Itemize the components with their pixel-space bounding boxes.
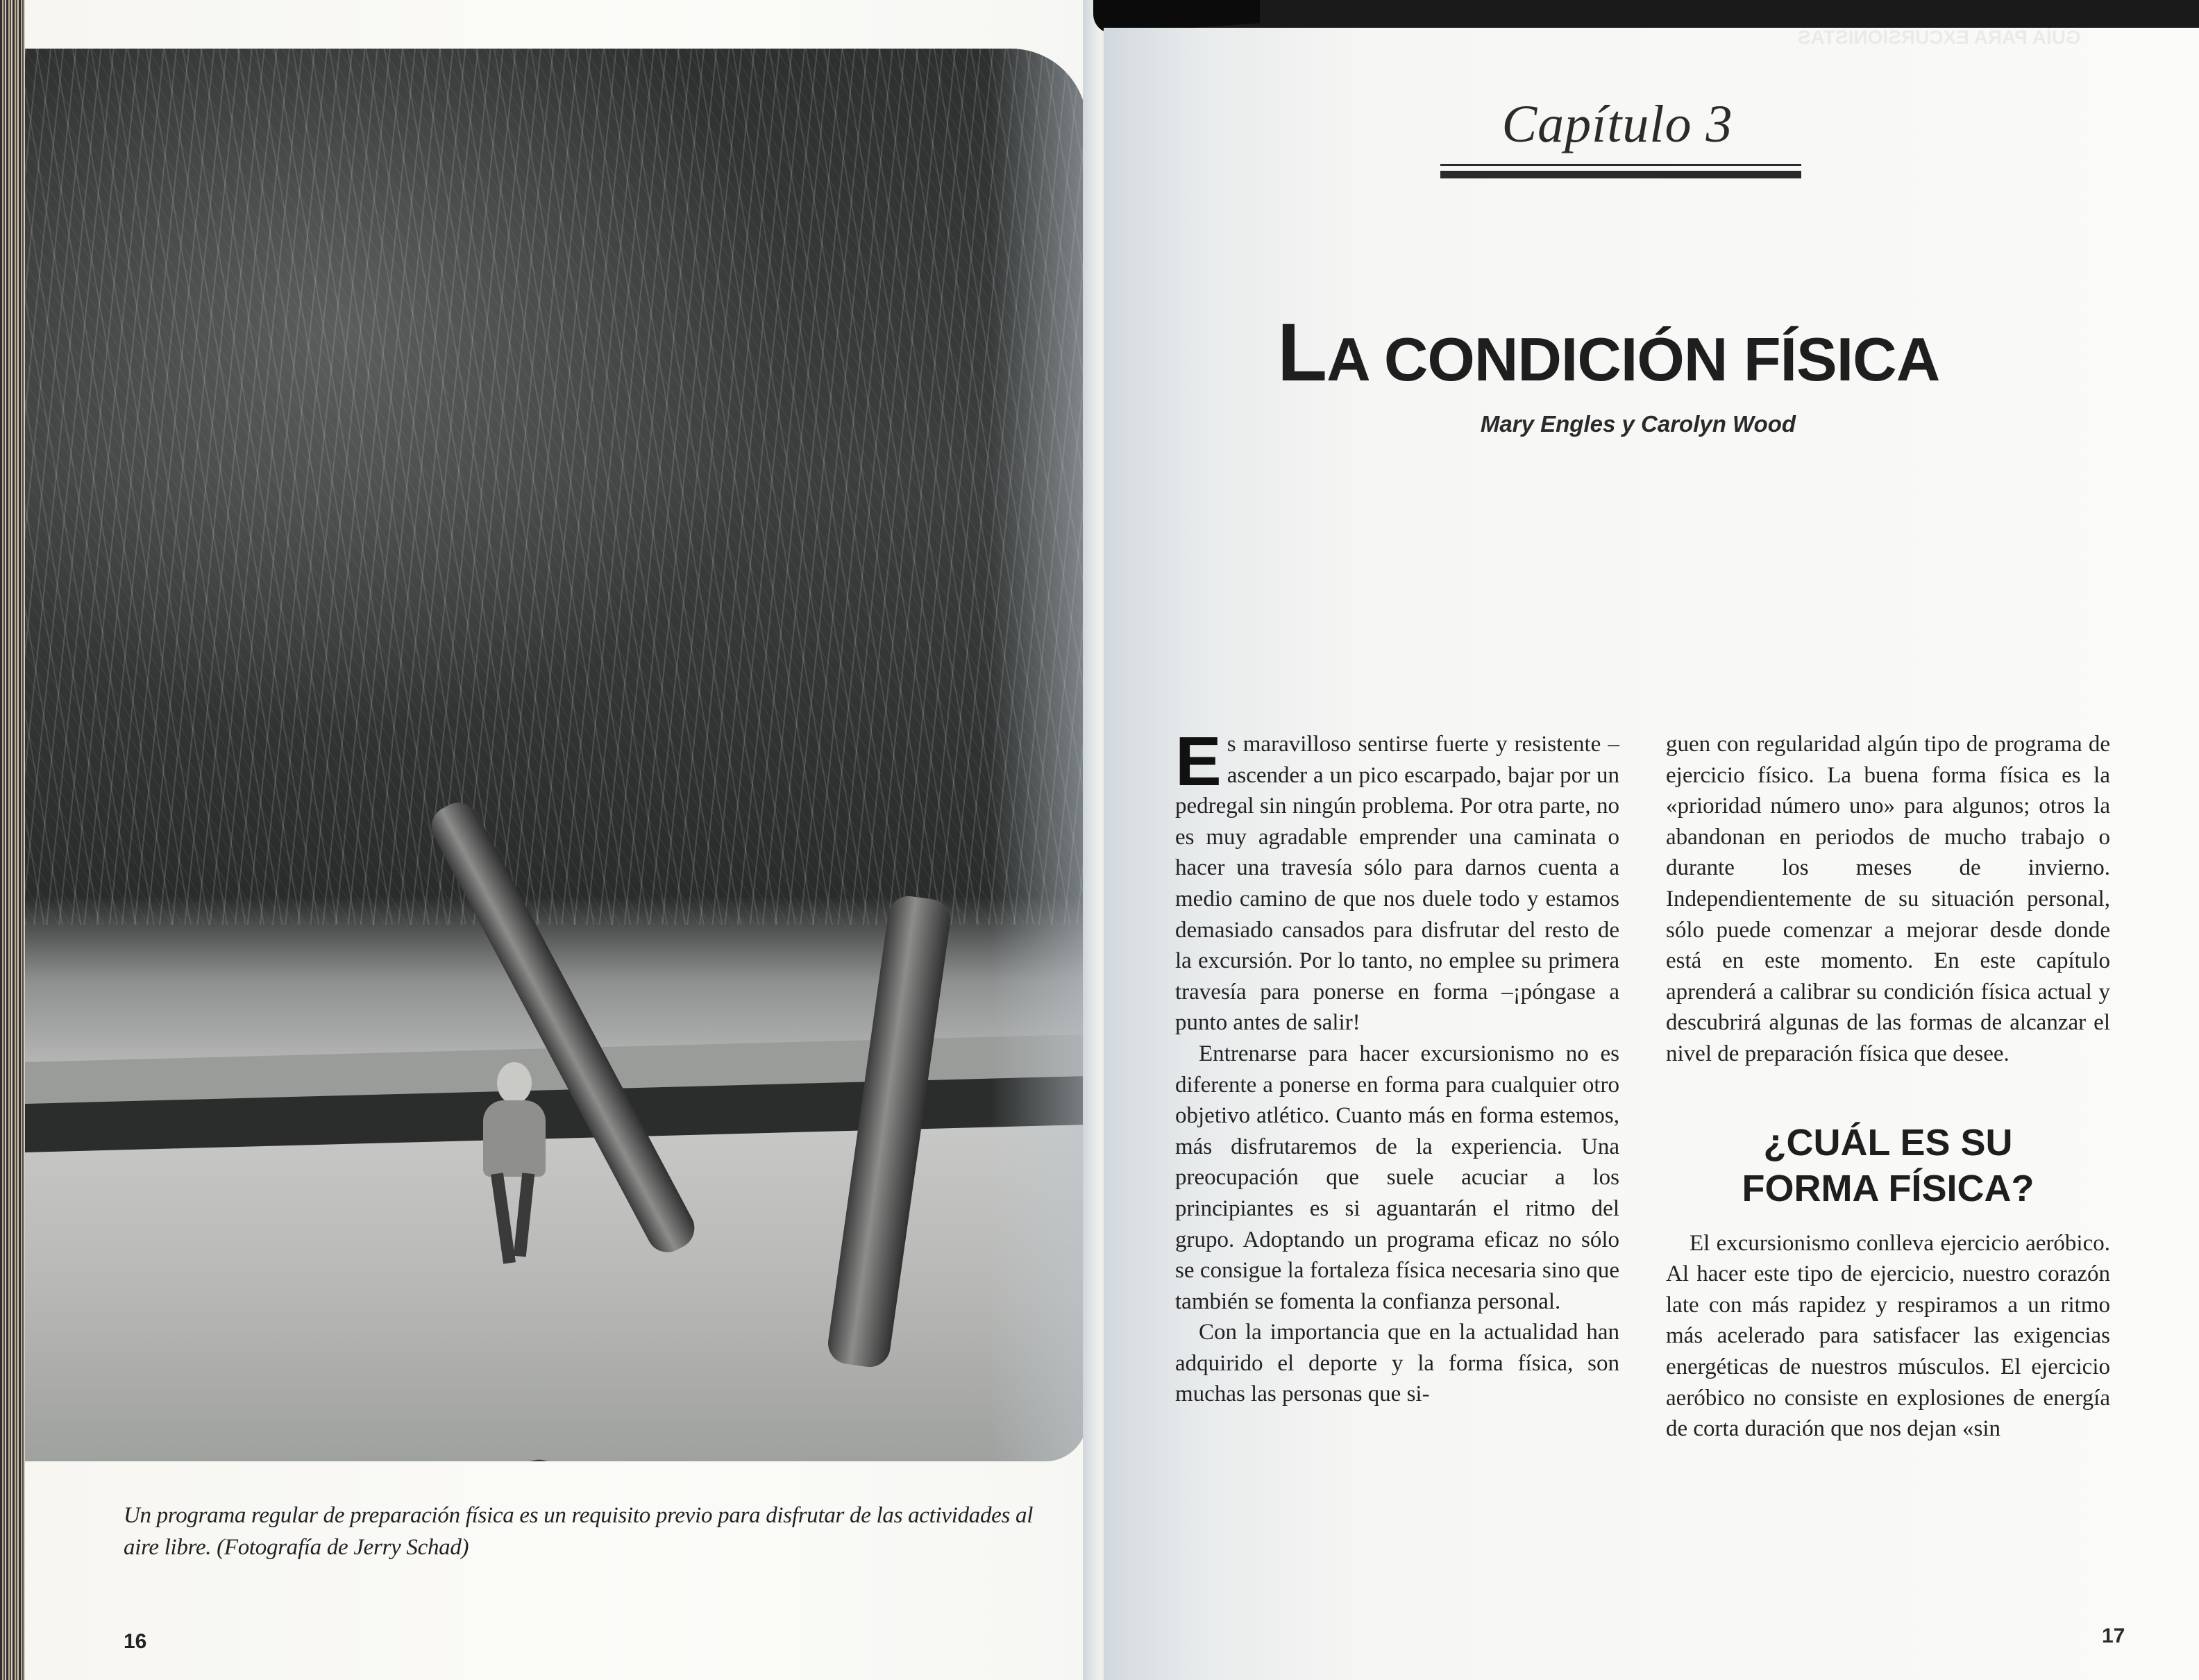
chapter-title: LA CONDICIÓN FÍSICA	[1277, 307, 1940, 398]
chapter-rule-thick	[1440, 171, 1801, 178]
body-column-2	[1666, 729, 2110, 1445]
chapter-authors: Mary Engles y Carolyn Wood	[1480, 411, 1796, 437]
chapter-rule-thin	[1440, 164, 1801, 166]
photo-runner-in-trees	[25, 49, 1087, 1461]
body-paragraph: El excursionismo conlleva ejercicio aeróbico. Al hacer este tipo de ejercicio, nuestro corazón late con más rapidez y respiramos a un ritmo más acelerado para satisfacer las exigencias energéticas de nuestros músculos. El ejercicio aeróbico no consiste en explosiones de energía de corta duración que nos dejan «sin	[1666, 1230, 2110, 1442]
chapter-label: Capítulo 3	[1501, 95, 1733, 153]
bleed-through-running-header: GUÍA PARA EXCURSIONISTAS	[1798, 26, 2081, 48]
body-column-1	[1175, 723, 1619, 1410]
photo-fallen-trunk	[25, 1456, 564, 1461]
body-paragraph: Es maravilloso sentirse fuerte y resistente –ascender a un pico escarpado, bajar por un pedregal sin ningún problema. Por otra parte, no es muy agradable emprender una caminata o hacer una travesía sólo para darnos cuenta a medio camino de que nos duele todo y estamos demasiado cansados para disfrutar del resto de la excursión. Por lo tanto, no emplee su primera travesía para ponerse en forma –¡póngase a punto antes de salir!	[1175, 723, 1619, 1036]
body-paragraph: Entrenarse para hacer excursionismo no es diferente a ponerse en forma para cualquier otro objetivo atlético. Cuanto más en forma estemos, más disfrutaremos de la experiencia. Una preocupación que suele acuciar a los principiantes es si aguantarán el ritmo del grupo. Adoptando un programa eficaz no sólo se consigue la fortaleza física necesaria sino que también se fomenta la confianza personal.	[1175, 1041, 1619, 1314]
photo-caption: Un programa regular de preparación física es un requisito previo para disfrutar de las actividades al aire libre. (Fotografía de Jerry Schad)	[124, 1503, 1034, 1560]
photo-tree-trunk	[825, 893, 953, 1370]
body-paragraph: Con la importancia que en la actualidad han adquirido el deporte y la forma física, son muchas las personas que si-	[1175, 1320, 1619, 1407]
page-number-right: 17	[2102, 1624, 2125, 1647]
photo-bare-trees	[25, 49, 1087, 925]
page-number-left: 16	[124, 1630, 147, 1653]
book-page-edges	[0, 0, 25, 1680]
photo-runner	[476, 1062, 553, 1270]
drop-cap: E	[1175, 723, 1222, 800]
section-heading: ¿CUÁL ES SU FORMA FÍSICA?	[1742, 1121, 2034, 1209]
body-paragraph: guen con regularidad algún tipo de programa de ejercicio físico. La buena forma física es la «prioridad número uno» para algunos; otros la abandonan en periodos de mucho trabajo o durante los meses de invierno. Independientemente de su situación personal, sólo puede comenzar a mejorar desde donde está en este momento. En este capítulo aprenderá a calibrar su condición física actual y descubrirá algunas de las formas de alcanzar el nivel de preparación física que desee.	[1666, 732, 2110, 1066]
